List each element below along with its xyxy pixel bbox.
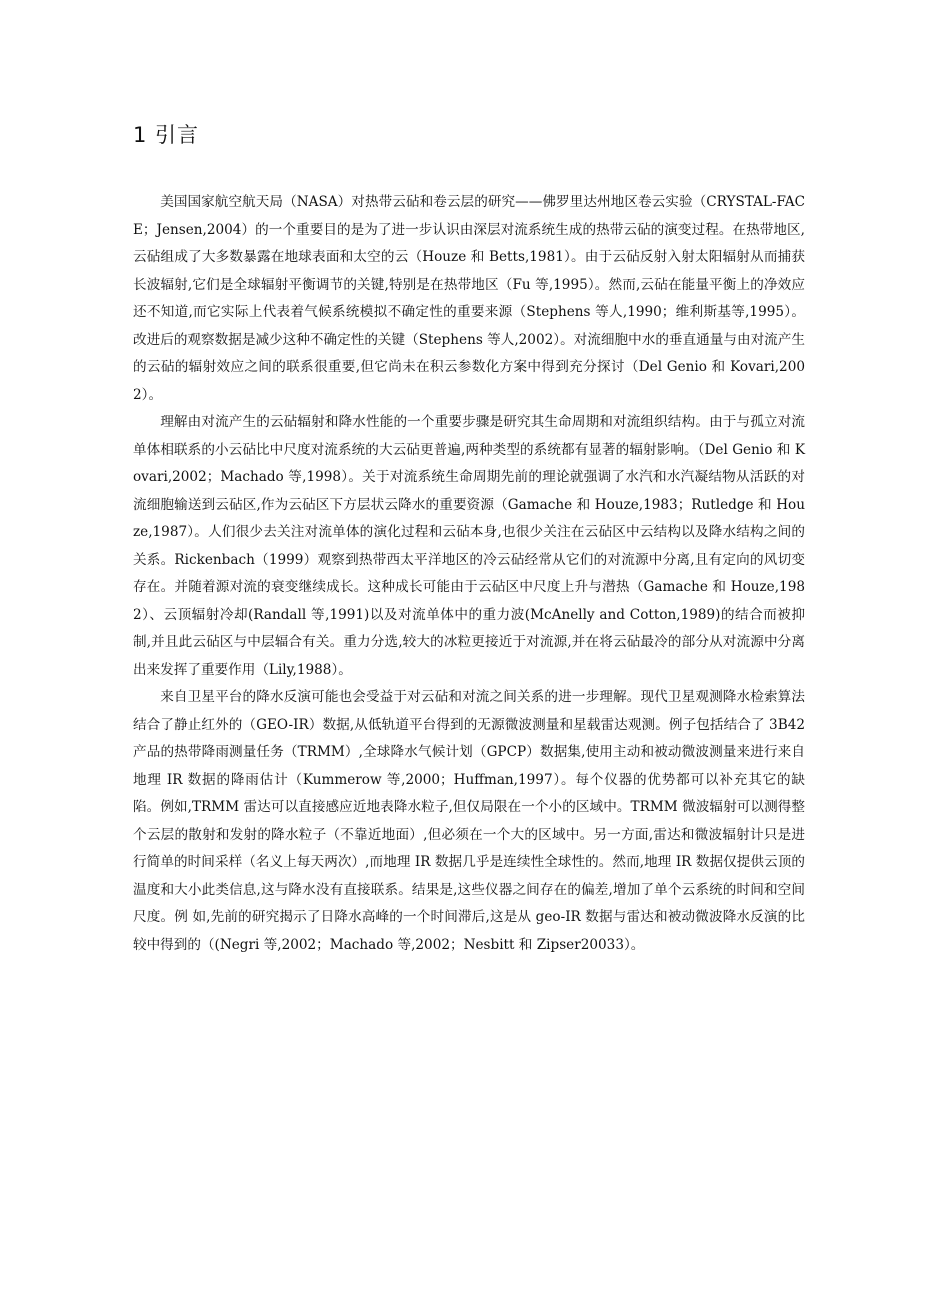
paragraph-1: 美国国家航空航天局（NASA）对热带云砧和卷云层的研究——佛罗里达州地区卷云实验（CRYSTAL-FACE；Jensen,2004）的一个重要目的是为了进一步认识由深层对流系统生成的热带云砧的演变过程。在热带地区,云砧组成了大多数暴露在地球表面和太空的云（Houze 和 Betts,1981）。由于云砧反射入射太阳辐射从而捕获长波辐射,它们是全球辐射平衡调节的关键,特别是在热带地区（Fu 等,1995）。然而,云砧在能量平衡上的净效应还不知道,而它实际上代表着气候系统模拟不确定性的重要来源（Stephens 等人,1990；维利斯基等,1995）。改进后的观察数据是减少这种不确定性的关键（Stephens 等人,2002）。对流细胞中水的垂直通量与由对流产生的云砧的辐射效应之间的联系很重要,但它尚未在积云参数化方案中得到充分探讨（Del Genio 和 Kovari,2002）。 bbox=[133, 194, 805, 403]
paragraph-3: 来自卫星平台的降水反演可能也会受益于对云砧和对流之间关系的进一步理解。现代卫星观测降水检索算法结合了静止红外的（GEO-IR）数据,从低轨道平台得到的无源微波测量和星载雷达观测。例子包括结合了 3B42 产品的热带降雨测量任务（TRMM）,全球降水气候计划（GPCP）数据集,使用主动和被动微波测量来进行来自地理 IR 数据的降雨估计（Kummerow 等,2000；Huffman,1997）。每个仪器的优势都可以补充其它的缺陷。例如,TRMM 雷达可以直接感应近地表降水粒子,但仅局限在一个小的区域中。TRMM 微波辐射可以测得整个云层的散射和发射的降水粒子（不靠近地面）,但必须在一个大的区域中。另一方面,雷达和微波辐射计只是进行简单的时间采样（名义上每天两次）,而地理 IR 数据几乎是连续性全球性的。然而,地理 IR 数据仅提供云顶的温度和大小此类信息,这与降水没有直接联系。结果是,这些仪器之间存在的偏差,增加了单个云系统的时间和空间尺度。例 如,先前的研究揭示了日降水高峰的一个时间滞后,这是从 geo-IR 数据与雷达和被动微波降水反演的比较中得到的（(Negri 等,2002；Machado 等,2002；Nesbitt 和 Zipser20033）。 bbox=[133, 689, 805, 953]
body-text bbox=[133, 189, 805, 959]
paragraph-2: 理解由对流产生的云砧辐射和降水性能的一个重要步骤是研究其生命周期和对流组织结构。由于与孤立对流单体相联系的小云砧比中尺度对流系统的大云砧更普遍,两种类型的系统都有显著的辐射影响。（Del Genio 和 Kovari,2002；Machado 等,1998）。关于对流系统生命周期先前的理论就强调了水汽和水汽凝结物从活跃的对流细胞输送到云砧区,作为云砧区下方层状云降水的重要资源（Gamache 和 Houze,1983；Rutledge 和 Houze,1987）。人们很少去关注对流单体的演化过程和云砧本身,也很少关注在云砧区中云结构以及降水结构之间的关系。Rickenbach（1999）观察到热带西太平洋地区的冷云砧经常从它们的对流源中分离,且有定向的风切变存在。并随着源对流的衰变继续成长。这种成长可能由于云砧区中尺度上升与潜热（Gamache 和 Houze,1982）、云顶辐射冷却(Randall 等,1991)以及对流单体中的重力波(McAnelly and Cotton,1989)的结合而被抑制,并且此云砧区与中层辐合有关。重力分选,较大的冰粒更接近于对流源,并在将云砧最冷的部分从对流源中分离出来发挥了重要作用（Lily,1988）。 bbox=[133, 414, 805, 678]
section-title: 1 引言 bbox=[133, 123, 200, 147]
